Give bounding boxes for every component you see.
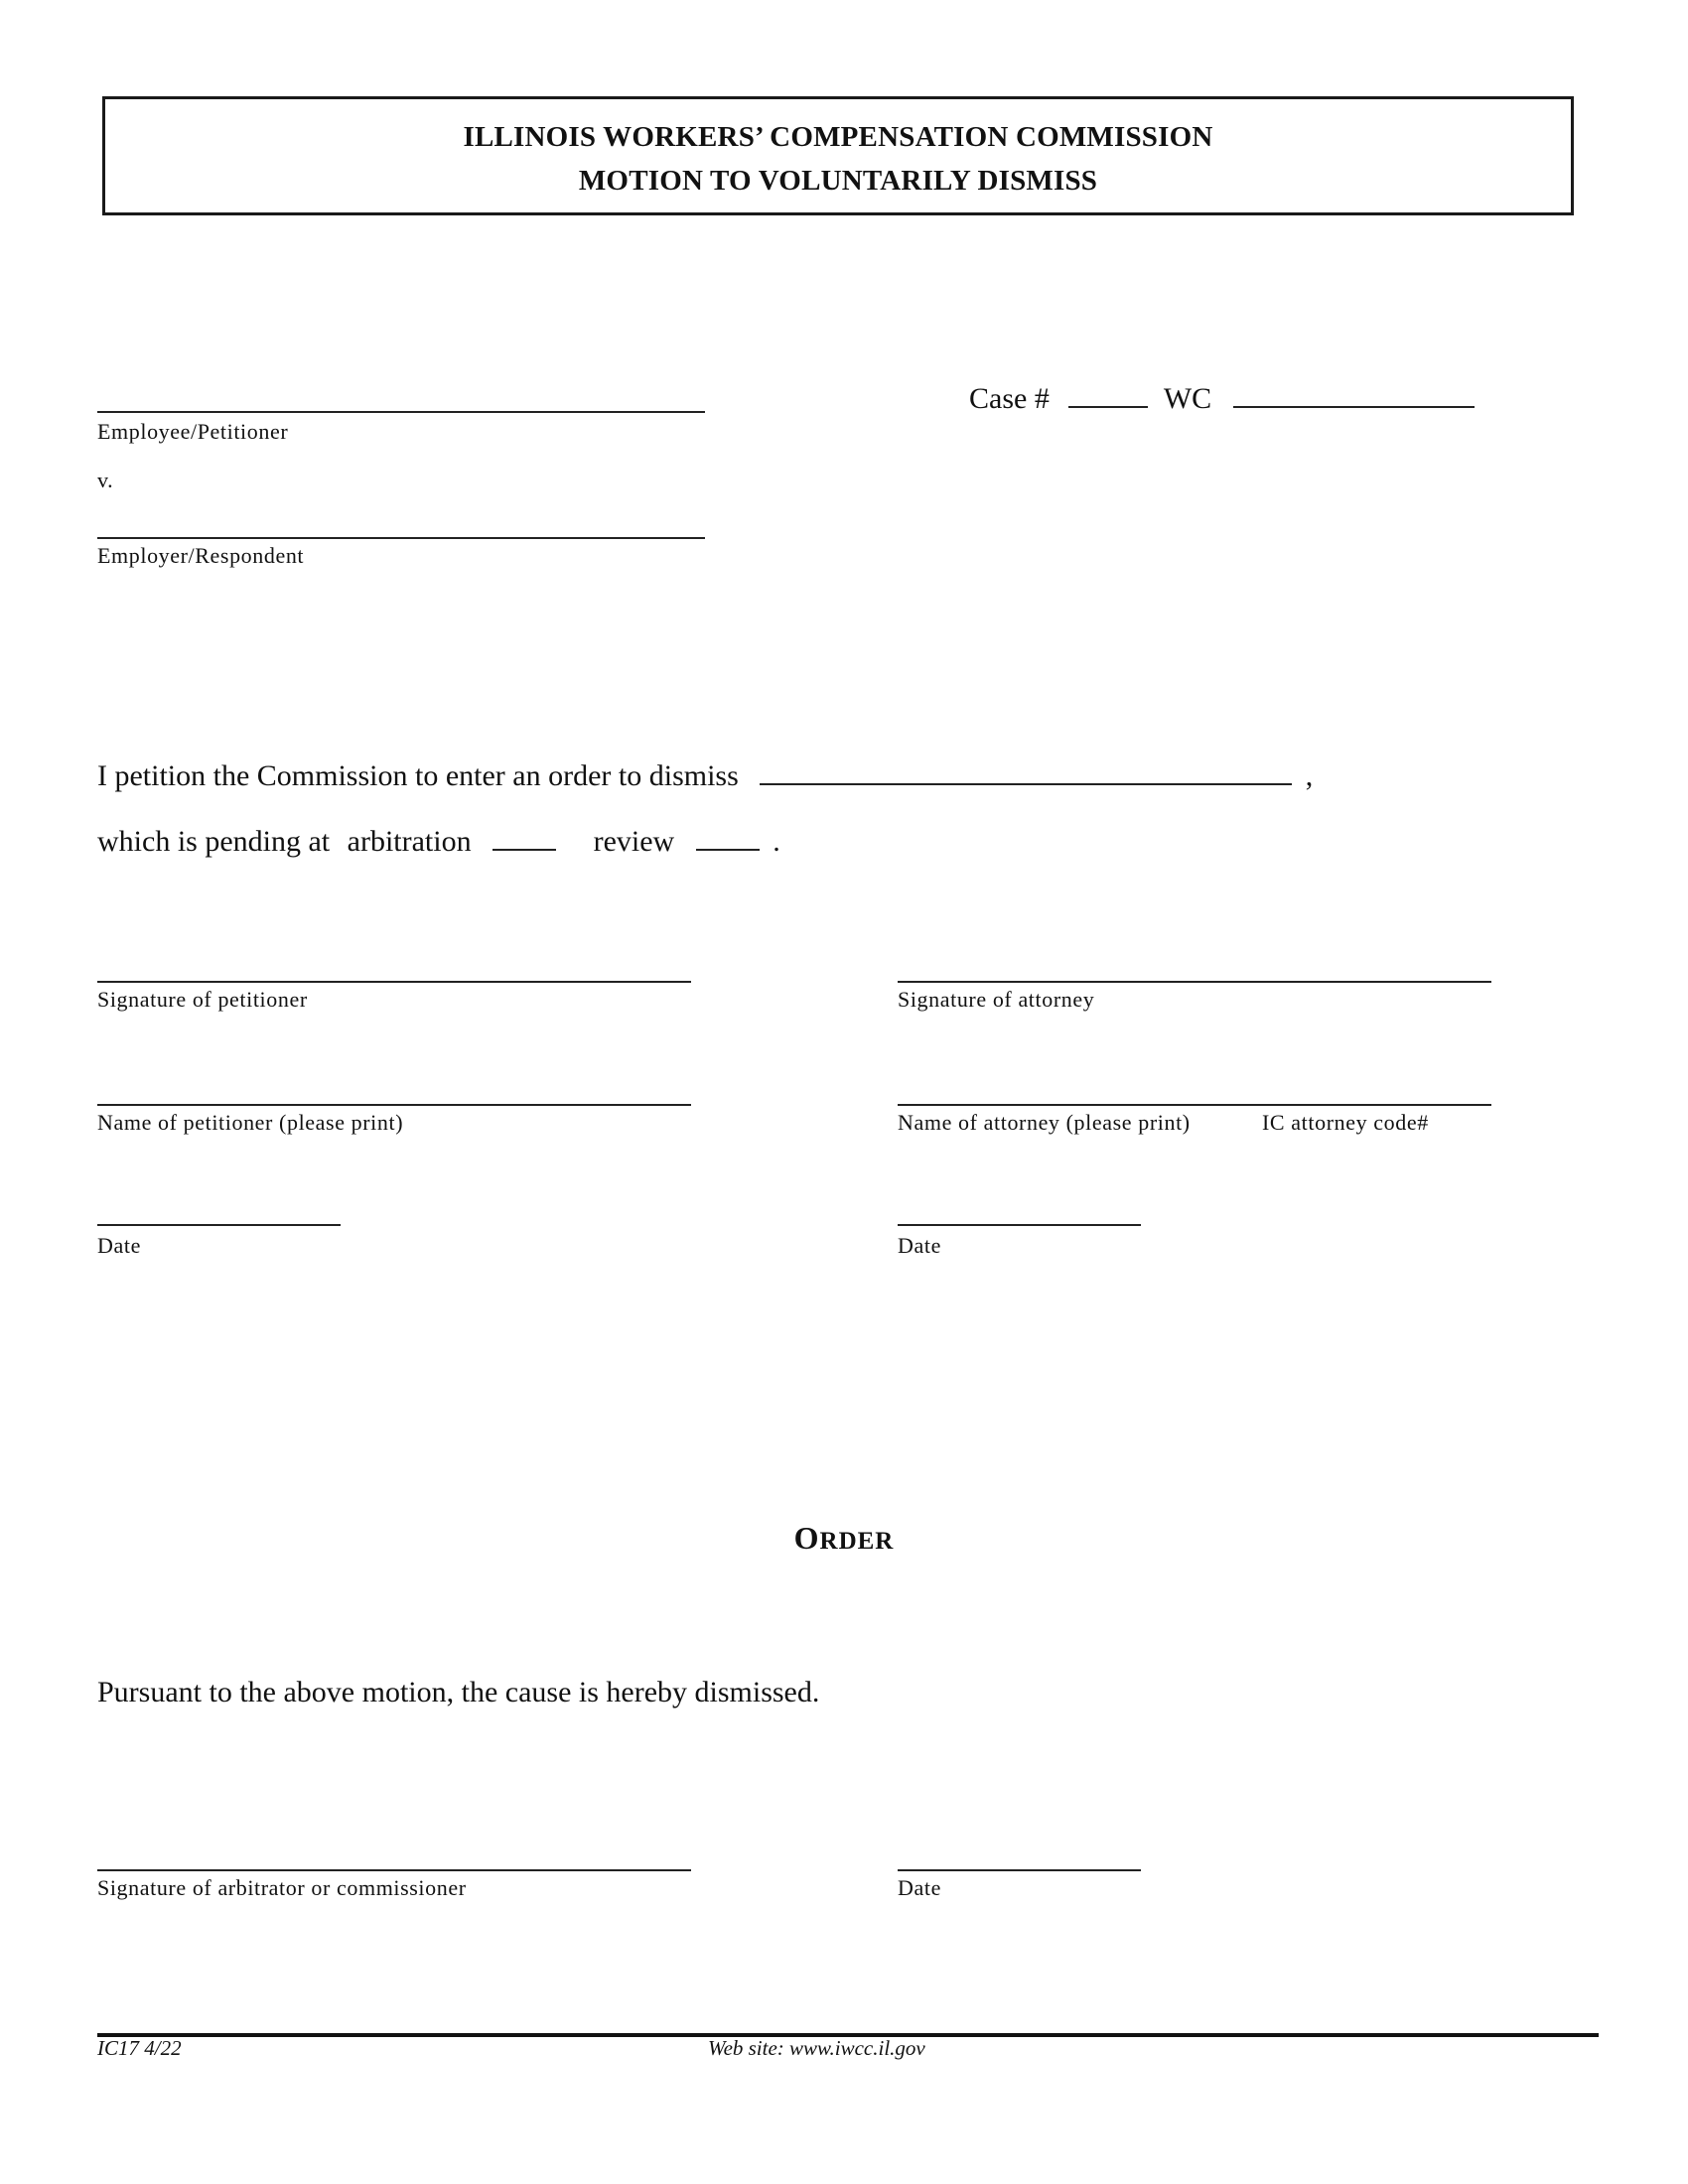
order-title: ORDER: [793, 1520, 895, 1556]
employer-label: Employer/Respondent: [97, 543, 305, 568]
attorney-name-line[interactable]: [898, 1104, 1491, 1106]
review-checkbox-blank[interactable]: [696, 825, 760, 851]
case-number-field[interactable]: [1068, 382, 1148, 408]
petitioner-signature-line[interactable]: [97, 981, 691, 983]
petitioner-name-label: Name of petitioner (please print): [97, 1110, 404, 1135]
attorney-signature-line[interactable]: [898, 981, 1491, 983]
wc-label: WC: [1163, 382, 1212, 415]
petitioner-date-label: Date: [97, 1233, 141, 1258]
attorney-code-label: IC attorney code#: [1262, 1110, 1429, 1135]
case-label: Case #: [969, 382, 1050, 415]
attorney-date-label: Date: [898, 1233, 941, 1258]
attorney-name-label: Name of attorney (please print): [898, 1110, 1191, 1135]
case-number-row: [969, 382, 1475, 416]
form-code: IC17 4/22: [97, 2036, 182, 2060]
attorney-signature-label: Signature of attorney: [898, 987, 1095, 1012]
attorney-date-line[interactable]: [898, 1224, 1141, 1226]
employee-label: Employee/Petitioner: [97, 419, 289, 444]
arbitrator-signature-line[interactable]: [97, 1869, 691, 1871]
order-date-line[interactable]: [898, 1869, 1141, 1871]
comma: ,: [1305, 759, 1314, 792]
employee-name-line[interactable]: [97, 411, 705, 413]
order-date-label: Date: [898, 1875, 941, 1900]
petition-line-2: [97, 825, 780, 859]
pending-at-text: which is pending at: [97, 825, 331, 858]
review-label: review: [593, 825, 675, 858]
petitioner-name-line[interactable]: [97, 1104, 691, 1106]
wc-number-field[interactable]: [1233, 382, 1475, 408]
employer-name-line[interactable]: [97, 537, 705, 539]
order-text: Pursuant to the above motion, the cause is hereby dismissed.: [97, 1676, 820, 1708]
arbitrator-signature-label: Signature of arbitrator or commissioner: [97, 1875, 467, 1900]
commission-title: ILLINOIS WORKERS’ COMPENSATION COMMISSION: [463, 121, 1213, 153]
petitioner-date-line[interactable]: [97, 1224, 341, 1226]
petition-text: I petition the Commission to enter an order to dismiss: [97, 759, 739, 792]
dismiss-subject-field[interactable]: [760, 759, 1292, 785]
website-link[interactable]: Web site: www.iwcc.il.gov: [708, 2036, 925, 2060]
arbitration-label: arbitration: [347, 825, 472, 858]
form-header: [102, 96, 1574, 215]
petitioner-signature-label: Signature of petitioner: [97, 987, 308, 1012]
versus-label: v.: [97, 468, 114, 492]
form-title: MOTION TO VOLUNTARILY DISMISS: [578, 165, 1098, 197]
petition-line-1: [97, 759, 1313, 793]
arbitration-checkbox-blank[interactable]: [492, 825, 556, 851]
period: .: [773, 825, 780, 858]
